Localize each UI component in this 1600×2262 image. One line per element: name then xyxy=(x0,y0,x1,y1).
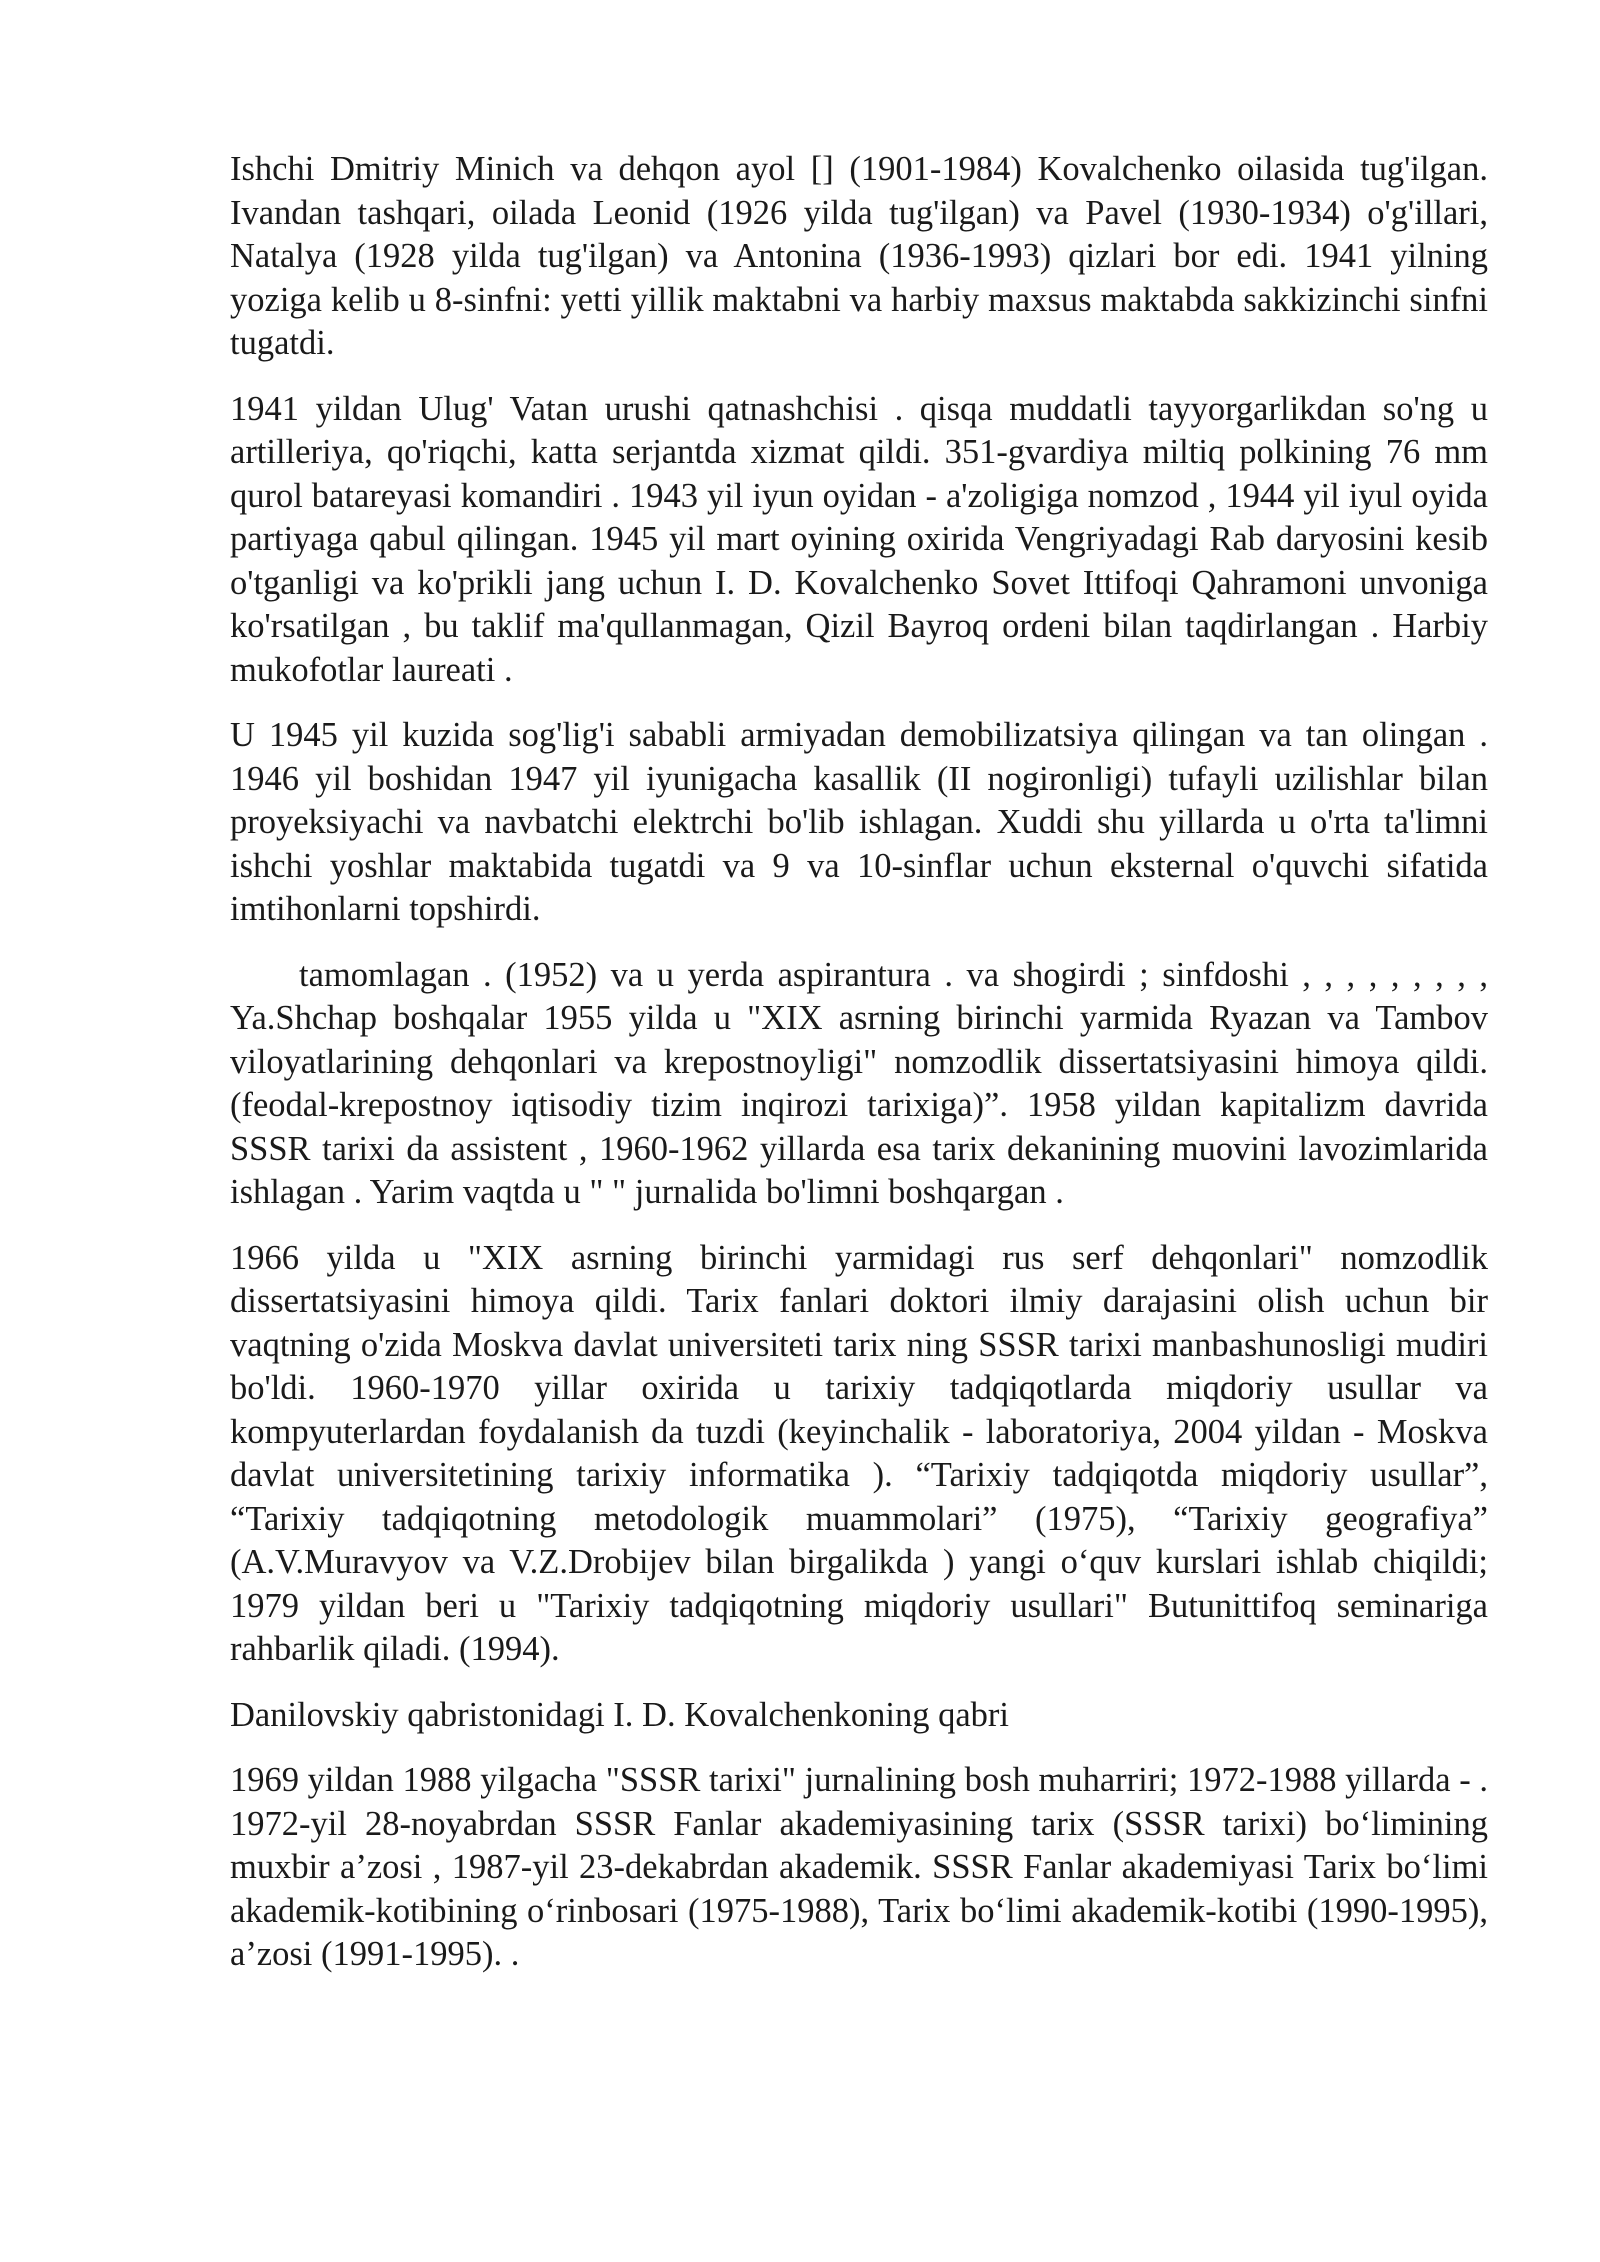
paragraph-academy: 1969 yildan 1988 yilgacha "SSSR tarixi" jurnalining bosh muharriri; 1972-1988 yillarda - . 1972-yil 28-noyabrdan SSSR Fanlar akademiyasining tarix (SSSR tarixi) bo‘limining muxbir a’zosi , 1987-yil 23-dekabrdan akademik. SSSR Fanlar akademiyasi Tarix bo‘limi akademik-kotibining o‘rinbosari (1975-1988), Tarix bo‘limi akademik-kotibi (1990-1995), a’zosi (1991-1995). . xyxy=(230,1761,1488,1973)
paragraph-research: 1966 yilda u "XIX asrning birinchi yarmidagi rus serf dehqonlari" nomzodlik dissertatsiyasini himoya qildi. Tarix fanlari doktori ilmiy darajasini olish uchun bir vaqtning o'zida Moskva davlat universiteti tarix ning SSSR tarixi manbashunosligi mudiri bo'ldi. 1960-1970 yillar oxirida u tarixiy tadqiqotlarda miqdoriy usullar va kompyuterlardan foydalanish da tuzdi (keyinchalik - laboratoriya, 2004 yildan - Moskva davlat universitetining tarixiy informatika ). “Tarixiy tadqiqotda miqdoriy usullar”, “Tarixiy tadqiqotning metodologik muammolari” (1975), “Tarixiy geografiya” (A.V.Muravyov va V.Z.Drobijev bilan birgalikda ) yangi o‘quv kurslari ishlab chiqildi; 1979 yildan beri u "Tarixiy tadqiqotning miqdoriy usullari" Butunittifoq seminariga rahbarlik qiladi. (1994). xyxy=(230,1238,1488,1668)
paragraph-grave-caption: Danilovskiy qabristonidagi I. D. Kovalchenkoning qabri xyxy=(230,1695,1009,1734)
paragraph-education: tamomlagan . (1952) va u yerda aspirantura . va shogirdi ; sinfdoshi , , , , , , , , , Ya.Shchap boshqalar 1955 yilda u "XIX asrning birinchi yarmida Ryazan va Tambov viloyatlarining dehqonlari va krepostnoyligi" nomzodlik dissertatsiyasini himoya qildi. (feodal-krepostnoy iqtisodiy tizim inqirozi tarixiga)”. 1958 yildan kapitalizm davrida SSSR tarixi da assistent , 1960-1962 yillarda esa tarix dekanining muovini lavozimlarida ishlagan . Yarim vaqtda u " " jurnalida bo'limni boshqargan . xyxy=(230,955,1488,1211)
document-page xyxy=(230,148,1488,1999)
paragraph-war-service: 1941 yildan Ulug' Vatan urushi qatnashchisi . qisqa muddatli tayyorgarlikdan so'ng u artilleriya, qo'riqchi, katta serjantda xizmat qildi. 351-gvardiya miltiq polkining 76 mm qurol batareyasi komandiri . 1943 yil iyun oyidan - a'zoligiga nomzod , 1944 yil iyul oyida partiyaga qabul qilingan. 1945 yil mart oyining oxirida Vengriyadagi Rab daryosini kesib o'tganligi va ko'prikli jang uchun I. D. Kovalchenko Sovet Ittifoqi Qahramoni unvoniga ko'rsatilgan , bu taklif ma'qullanmagan, Qizil Bayroq ordeni bilan taqdirlangan . Harbiy mukofotlar laureati . xyxy=(230,389,1488,689)
paragraph-family: Ishchi Dmitriy Minich va dehqon ayol [] (1901-1984) Kovalchenko oilasida tug'ilgan. Ivandan tashqari, oilada Leonid (1926 yilda tug'ilgan) va Pavel (1930-1934) o'g'illari, Natalya (1928 yilda tug'ilgan) va Antonina (1936-1993) qizlari bor edi. 1941 yilning yoziga kelib u 8-sinfni: yetti yillik maktabni va harbiy maxsus maktabda sakkizinchi sinfni tugatdi. xyxy=(230,150,1488,362)
paragraph-demobilization: U 1945 yil kuzida sog'lig'i sababli armiyadan demobilizatsiya qilingan va tan olingan . 1946 yil boshidan 1947 yil iyunigacha kasallik (II nogironligi) tufayli uzilishlar bilan proyeksiyachi va navbatchi elektrchi bo'lib ishlagan. Xuddi shu yillarda u o'rta ta'limni ishchi yoshlar maktabida tugatdi va 9 va 10-sinflar uchun eksternal o'quvchi sifatida imtihonlarni topshirdi. xyxy=(230,716,1488,928)
